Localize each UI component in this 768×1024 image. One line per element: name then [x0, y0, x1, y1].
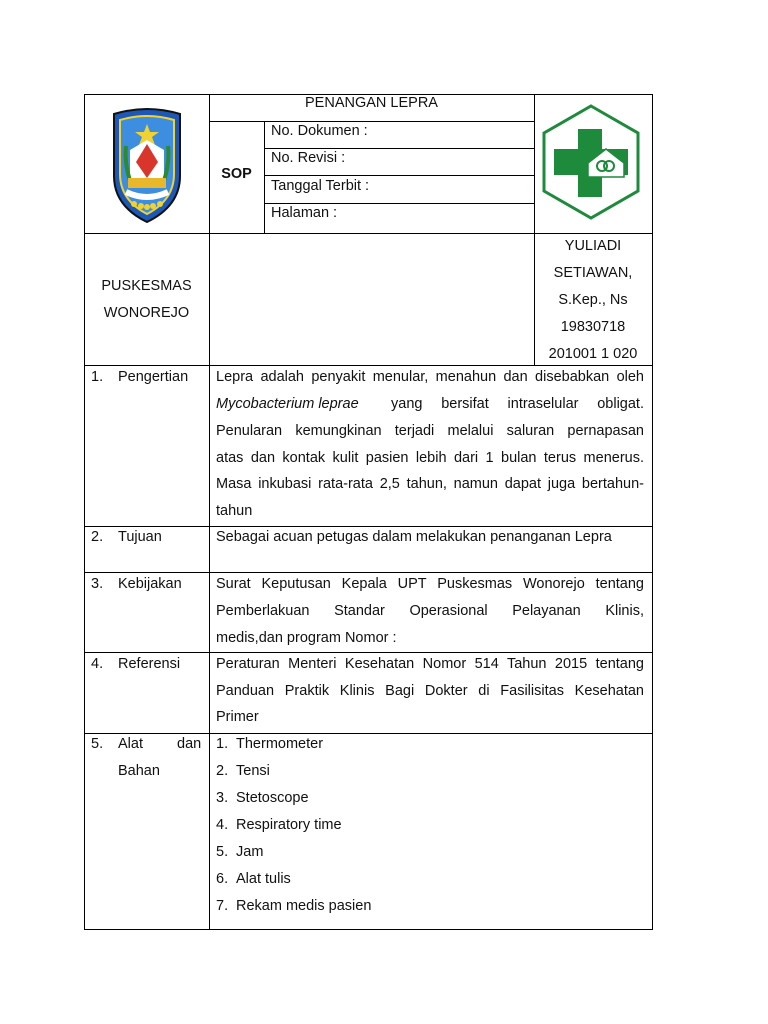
list-item: Jam [236, 844, 264, 860]
document-title: PENANGAN LEPRA [305, 95, 438, 111]
section-label-kebijakan: Kebijakan [118, 576, 182, 592]
section-label-referensi: Referensi [118, 656, 181, 672]
list-item-number: 4. [216, 817, 229, 833]
section-label-alat: Alat [118, 736, 143, 752]
signatory-nip: 19830718 [560, 319, 626, 335]
signatory-name: SETIAWAN, [553, 265, 633, 281]
list-item-number: 7. [216, 898, 229, 914]
section-label-tujuan: Tujuan [118, 529, 162, 545]
section-label-bahan: Bahan [118, 763, 160, 779]
signatory-nip: 201001 1 020 [548, 346, 638, 362]
content-line: Primer [216, 709, 259, 725]
content-line: tahun [216, 503, 253, 519]
content-line: Penularan kemungkinan terjadi melalui saluran pernapasan [216, 423, 644, 439]
list-item-number: 5. [216, 844, 229, 860]
institution-line: PUSKESMAS [101, 278, 192, 294]
row-divider [84, 572, 653, 573]
sop-label: SOP [221, 166, 252, 182]
list-item: Respiratory time [236, 817, 342, 833]
field-no-dokumen: No. Dokumen : [271, 123, 368, 139]
row-divider [209, 121, 534, 122]
content-line: Masa inkubasi rata-rata 2,5 tahun, namun dapat juga bertahun- [216, 476, 644, 492]
table-border-right [652, 94, 653, 930]
italic-term: Mycobacterium leprae [216, 396, 359, 412]
table-border-bottom [84, 929, 653, 930]
section-number: 4. [91, 656, 104, 672]
row-divider [264, 175, 534, 176]
institution-line: WONOREJO [103, 305, 190, 321]
list-item-number: 3. [216, 790, 229, 806]
signatory-name: YULIADI [564, 238, 622, 254]
section-label-dan: dan [177, 736, 202, 752]
list-item: Stetoscope [236, 790, 309, 806]
column-divider [209, 94, 210, 930]
list-item-number: 6. [216, 871, 229, 887]
regional-emblem-logo [106, 106, 188, 224]
list-item: Alat tulis [236, 871, 291, 887]
row-divider [84, 733, 653, 734]
column-divider [264, 121, 265, 233]
content-line: yang bersifat intraselular obligat. [391, 396, 644, 412]
section-label-pengertian: Pengertian [118, 369, 189, 385]
signatory-title: S.Kep., Ns [558, 292, 628, 308]
list-item-number: 2. [216, 763, 229, 779]
section-content-tujuan: Sebagai acuan petugas dalam melakukan penanganan Lepra [216, 529, 612, 545]
section-number: 1. [91, 369, 104, 385]
institution-name [84, 273, 209, 327]
signatory-block [534, 233, 652, 368]
content-line: Panduan Praktik Klinis Bagi Dokter di Fasilisitas Kesehatan [216, 683, 644, 699]
list-item: Thermometer [236, 736, 324, 752]
row-divider [84, 526, 653, 527]
content-line: Pemberlakuan Standar Operasional Pelayanan Klinis, [216, 603, 644, 619]
content-line: Lepra adalah penyakit menular, menahun dan disebabkan oleh [216, 369, 644, 385]
row-divider [84, 652, 653, 653]
list-item: Rekam medis pasien [236, 898, 372, 914]
content-line: Peraturan Menteri Kesehatan Nomor 514 Tahun 2015 tentang [216, 656, 644, 672]
section-number: 2. [91, 529, 104, 545]
section-number: 3. [91, 576, 104, 592]
field-halaman: Halaman : [271, 205, 338, 221]
field-no-revisi: No. Revisi : [271, 150, 346, 166]
list-item: Tensi [236, 763, 270, 779]
table-border-left [84, 94, 85, 930]
field-tanggal-terbit: Tanggal Terbit : [271, 178, 370, 194]
content-line: medis,dan program Nomor : [216, 630, 397, 646]
content-line: Surat Keputusan Kepala UPT Puskesmas Wonorejo tentang [216, 576, 644, 592]
list-item-number: 1. [216, 736, 229, 752]
section-number: 5. [91, 736, 104, 752]
content-line: atas dan kontak kulit pasien lebih dari 1 bulan terus menerus. [216, 450, 644, 466]
puskesmas-logo [540, 103, 642, 221]
